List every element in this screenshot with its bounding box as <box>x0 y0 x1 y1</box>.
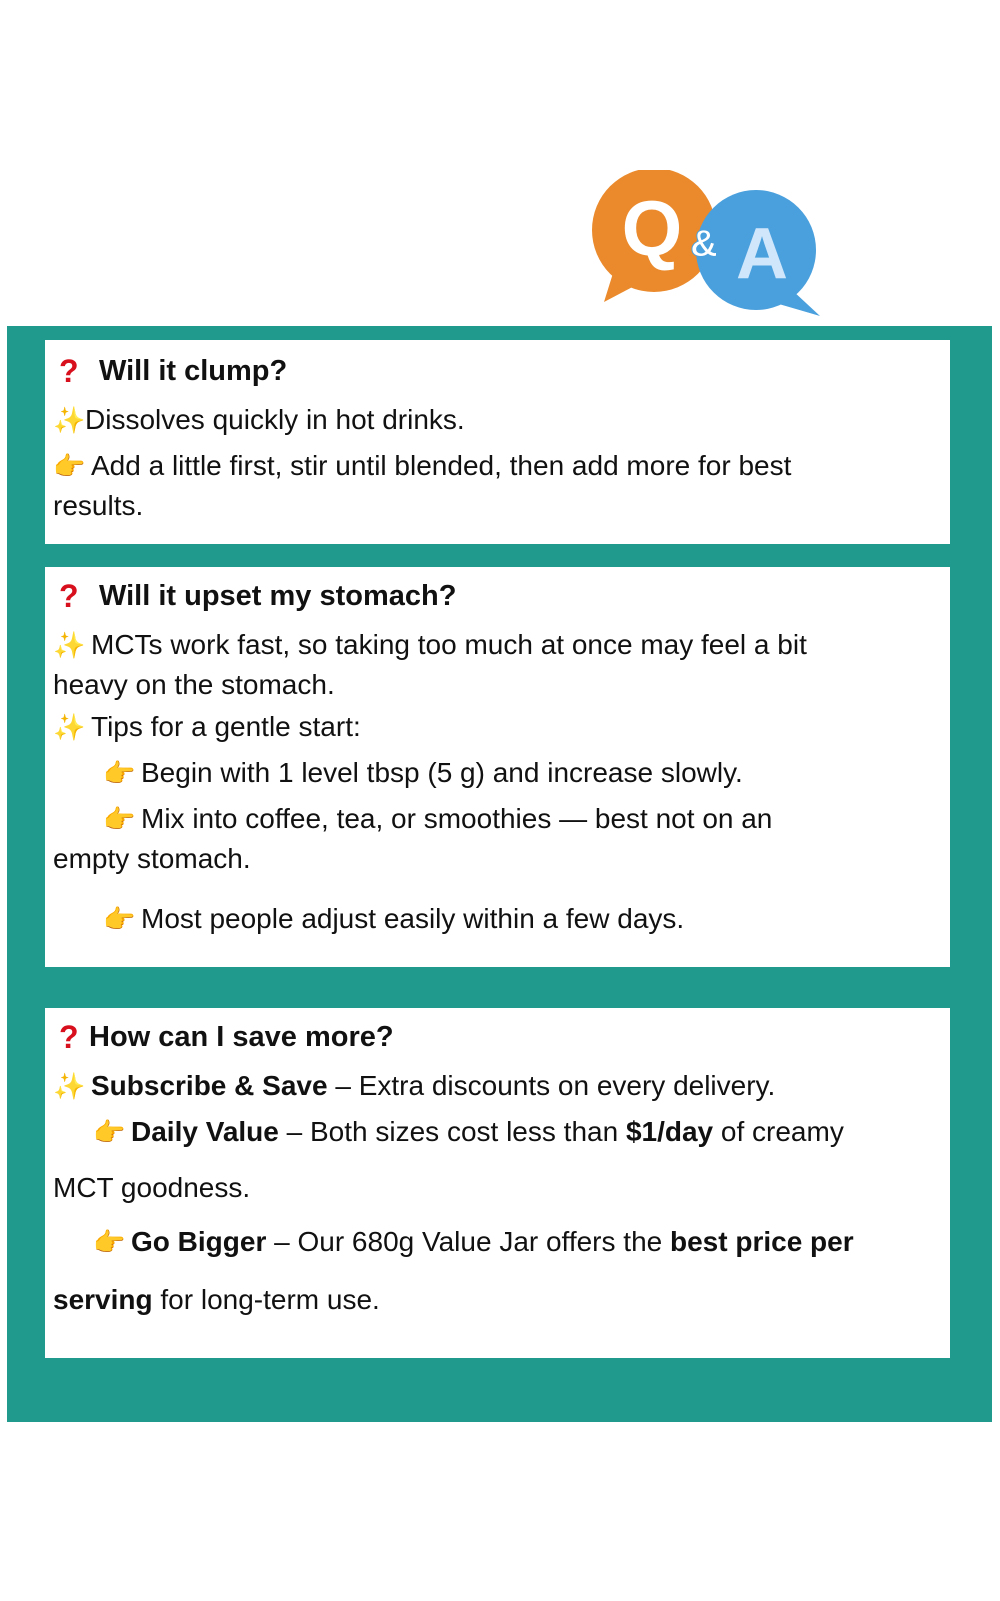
pointing-hand-icon: 👉 <box>93 1227 126 1257</box>
svg-text:&: & <box>690 223 718 265</box>
answer-line <box>53 446 936 486</box>
pointing-hand-icon: 👉 <box>103 904 136 934</box>
pointing-hand-icon: 👉 <box>53 451 86 481</box>
qa-card-clump <box>45 340 950 544</box>
qa-card-save <box>45 1008 950 1358</box>
sparkles-icon: ✨ <box>53 1071 86 1101</box>
answer-text: of creamy <box>713 1116 844 1147</box>
sparkles-icon: ✨ <box>53 630 86 660</box>
answer-line-cont: results. <box>53 490 144 521</box>
answer-text: for long-term use. <box>152 1284 380 1315</box>
answer-line <box>53 1222 936 1262</box>
question-text: Will it clump? <box>99 355 288 387</box>
answer-text: Tips for a gentle start: <box>91 711 361 742</box>
answer-line <box>53 1066 936 1106</box>
svg-text:A: A <box>736 214 788 294</box>
answer-line-cont: MCT goodness. <box>53 1172 251 1203</box>
sparkles-icon: ✨ <box>53 712 86 742</box>
tip-text: Mix into coffee, tea, or smoothies — best not on an <box>141 803 773 834</box>
sparkles-icon: ✨ <box>53 405 86 435</box>
svg-text:Q: Q <box>621 184 683 272</box>
answer-line-cont: heavy on the stomach. <box>53 669 335 700</box>
answer-text: – Both sizes cost less than <box>278 1116 626 1147</box>
answer-bold: best price per <box>670 1226 854 1257</box>
question-mark-icon: ? <box>59 353 79 389</box>
answer-text: – Our 680g Value Jar offers the <box>266 1226 670 1257</box>
answer-text: MCTs work fast, so taking too much at once may feel a bit <box>91 629 807 660</box>
tip-text: Most people adjust easily within a few days. <box>141 903 685 934</box>
answer-line <box>53 400 936 440</box>
answer-bold: $1/day <box>625 1116 714 1147</box>
question-mark-icon: ? <box>59 578 79 614</box>
pointing-hand-icon: 👉 <box>103 804 136 834</box>
answer-bold: Go Bigger <box>131 1226 267 1257</box>
answer-line <box>53 707 936 747</box>
tip-line-cont: empty stomach. <box>53 843 251 874</box>
answer-text: Dissolves quickly in hot drinks. <box>85 404 465 435</box>
answer-bold: Daily Value <box>131 1116 279 1147</box>
answer-bold: Subscribe & Save <box>91 1070 328 1101</box>
question-mark-icon: ? <box>59 1019 79 1055</box>
pointing-hand-icon: 👉 <box>93 1117 126 1147</box>
question-heading <box>53 340 936 388</box>
question-text: How can I save more? <box>89 1021 394 1053</box>
answer-line-cont <box>53 1280 936 1320</box>
answer-text: – Extra discounts on every delivery. <box>327 1070 776 1101</box>
tip-line <box>53 753 936 793</box>
qa-panel <box>7 326 992 1422</box>
question-text: Will it upset my stomach? <box>99 580 457 612</box>
answer-line <box>53 1112 936 1152</box>
qa-card-stomach <box>45 567 950 967</box>
answer-line <box>53 625 936 665</box>
answer-bold: serving <box>53 1284 153 1315</box>
qa-logo <box>592 170 844 325</box>
pointing-hand-icon: 👉 <box>103 758 136 788</box>
question-heading <box>53 567 936 613</box>
question-heading <box>53 1008 936 1054</box>
tip-line <box>53 899 936 939</box>
tip-line <box>53 799 936 839</box>
tip-text: Begin with 1 level tbsp (5 g) and increase slowly. <box>141 757 743 788</box>
answer-text: Add a little first, stir until blended, then add more for best <box>91 450 792 481</box>
